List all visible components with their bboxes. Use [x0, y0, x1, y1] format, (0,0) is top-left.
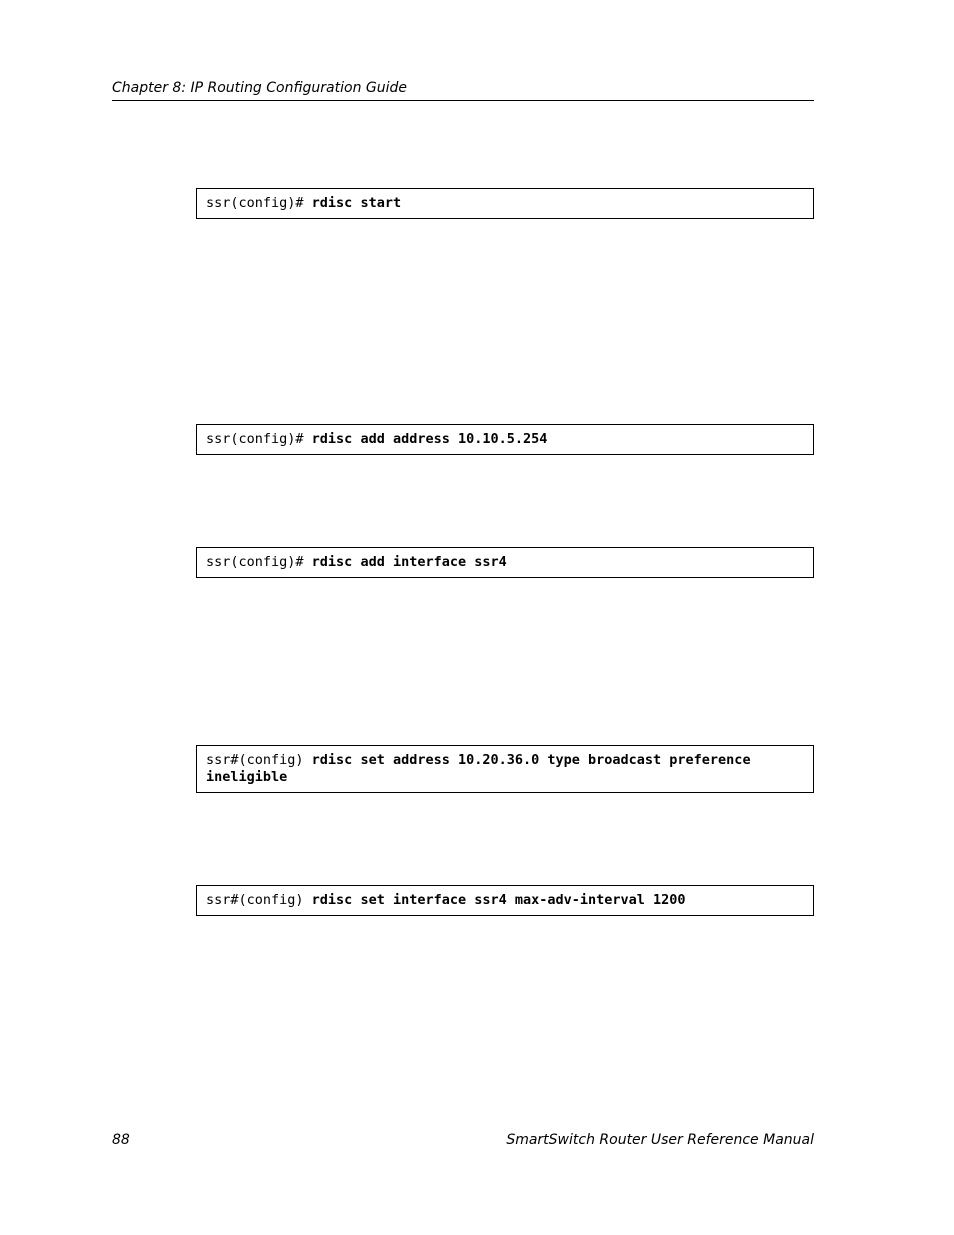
code-block-rdisc-add-address: [196, 424, 814, 455]
cli-prompt: ssr#(config): [206, 892, 312, 908]
manual-title: SmartSwitch Router User Reference Manual: [506, 1132, 814, 1148]
code-block-rdisc-set-interface: [196, 885, 814, 916]
code-block-rdisc-add-interface: [196, 547, 814, 578]
header-rule: [112, 100, 814, 101]
cli-command: rdisc set address 10.20.36.0 type broadcast preference ineligible: [206, 752, 759, 785]
cli-command: rdisc set interface ssr4 max-adv-interval 1200: [311, 892, 686, 908]
cli-prompt: ssr(config)#: [206, 554, 312, 570]
page-number: 88: [112, 1132, 130, 1148]
cli-prompt: ssr(config)#: [206, 431, 312, 447]
code-block-rdisc-start: [196, 188, 814, 219]
cli-command: rdisc add interface ssr4: [311, 554, 507, 570]
cli-prompt: ssr(config)#: [206, 195, 312, 211]
code-block-rdisc-set-address: [196, 745, 814, 793]
cli-command: rdisc add address 10.10.5.254: [311, 431, 548, 447]
cli-prompt: ssr#(config): [206, 752, 312, 768]
running-header: Chapter 8: IP Routing Configuration Guide: [112, 80, 408, 96]
cli-command: rdisc start: [311, 195, 402, 211]
